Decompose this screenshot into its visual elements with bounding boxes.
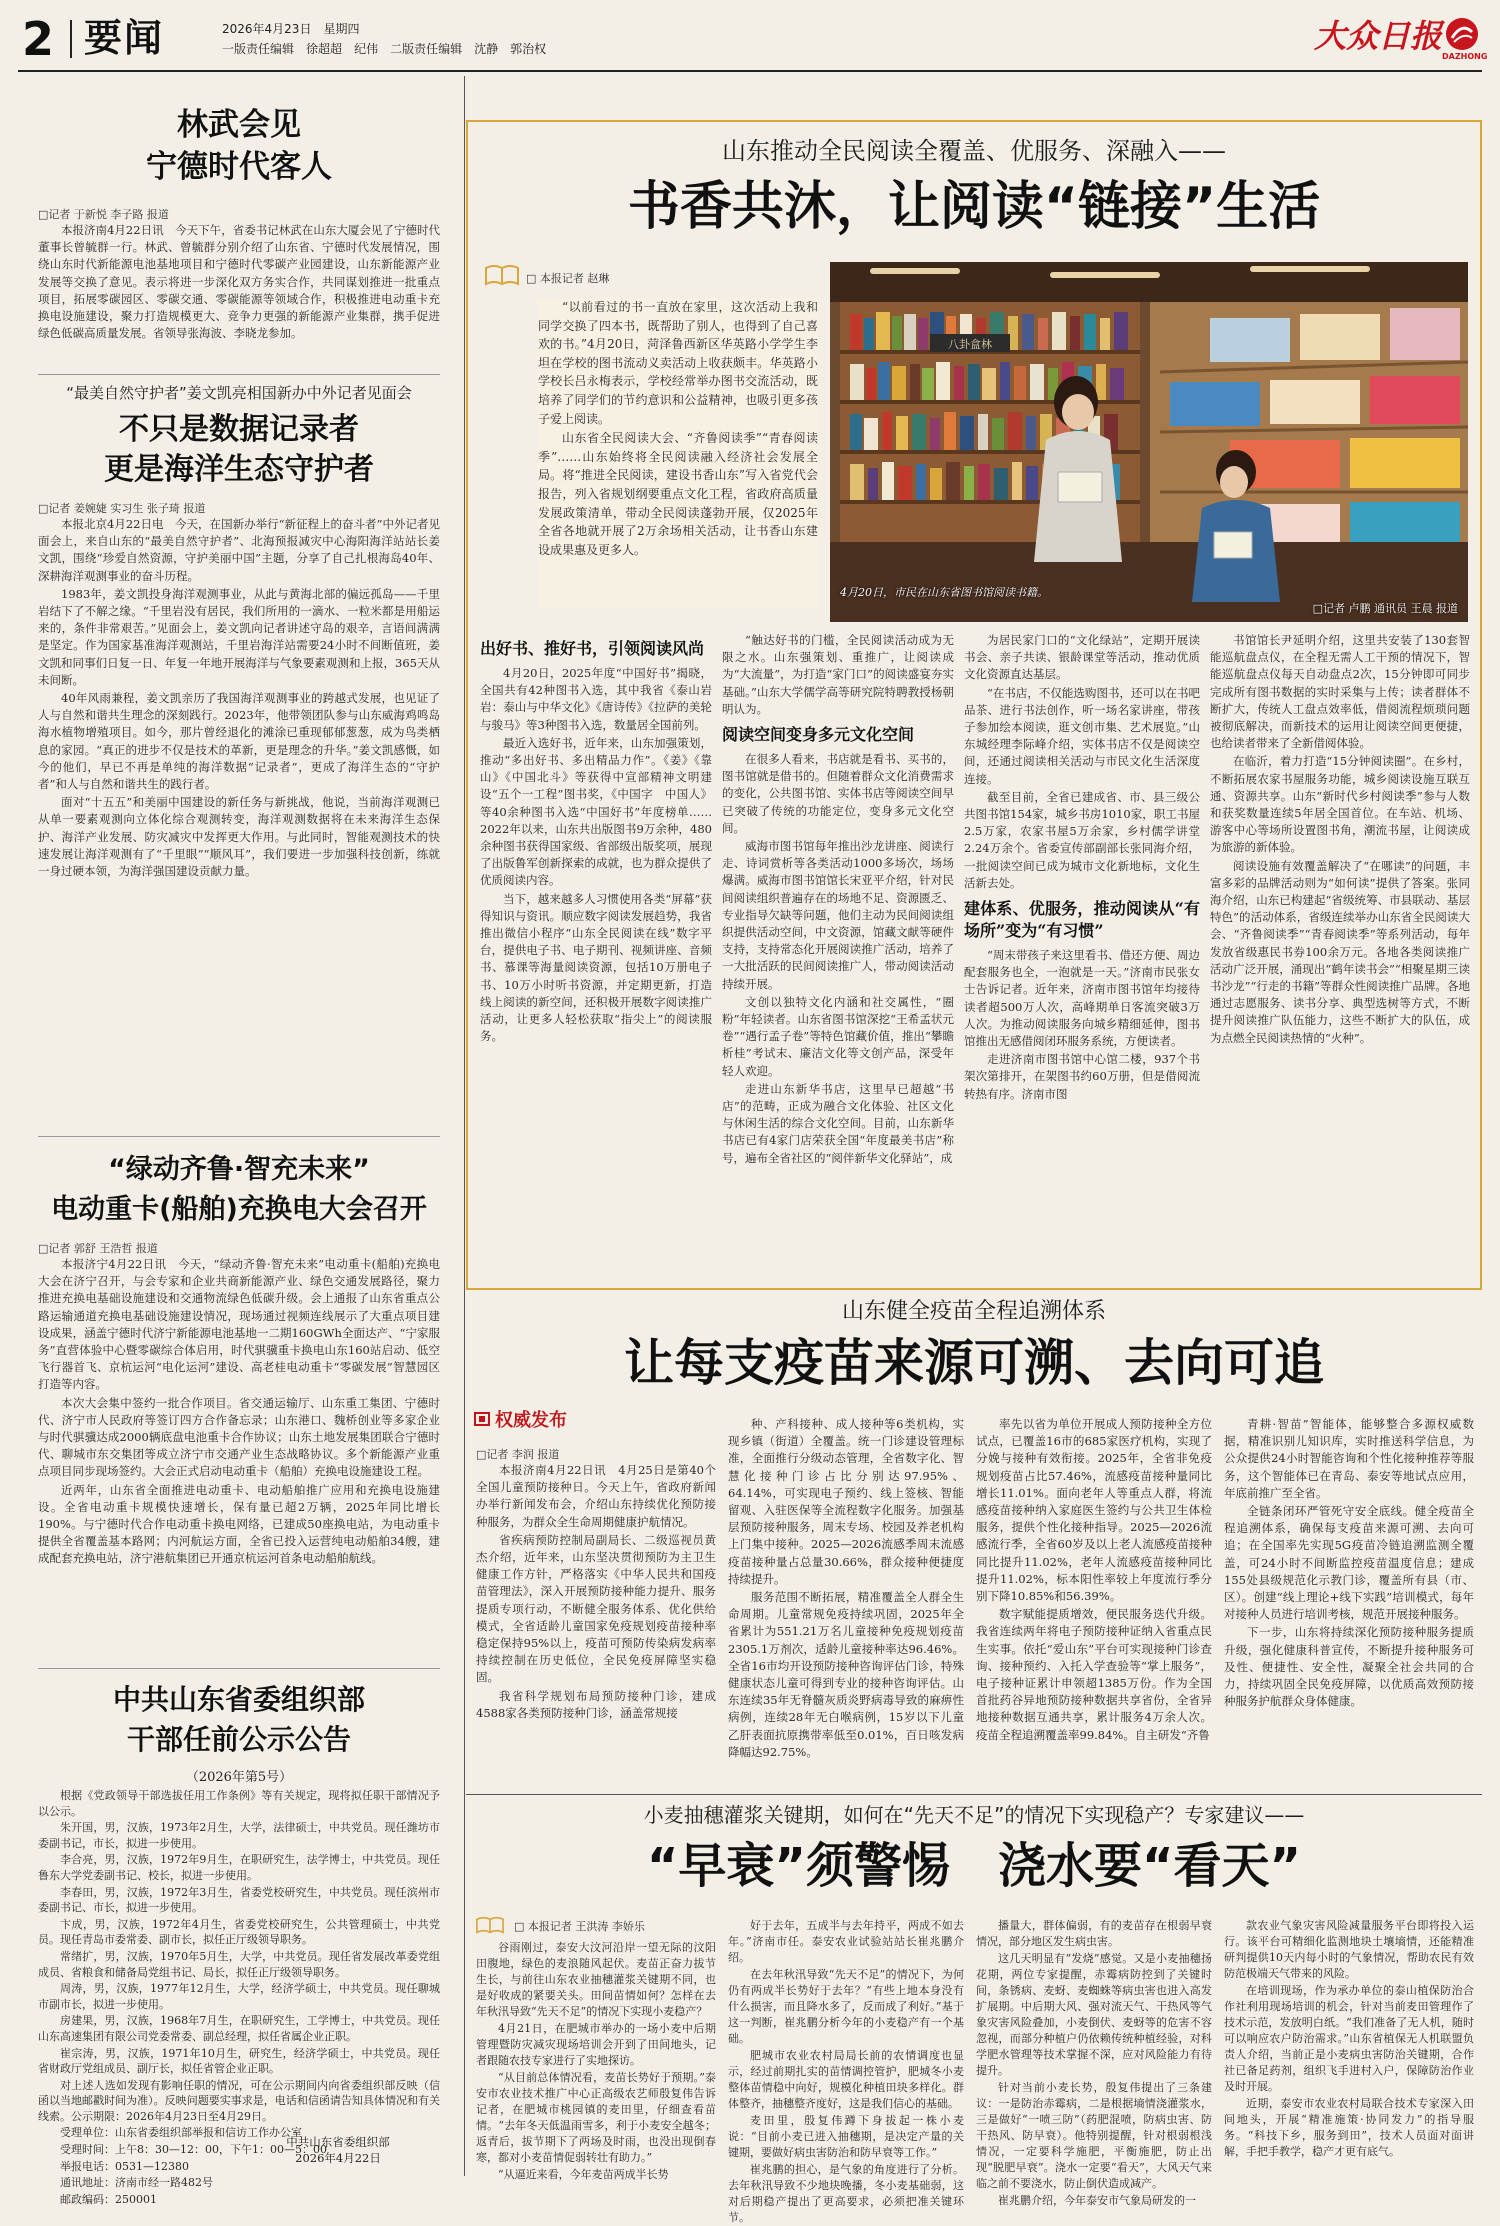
story4-signature: 中共山东省委组织部 2026年4月22日: [286, 2135, 390, 2165]
masthead-divider: [70, 20, 72, 58]
divider: [38, 1136, 440, 1137]
authoritative-release-tag: 权威发布: [474, 1408, 567, 1430]
logo-text: 大众日报: [1314, 17, 1443, 55]
article3-col1: 谷雨刚过，泰安大汶河沿岸一望无际的汶阳田腹地，绿色的麦浪随风起伏。麦苗正奋力拔节生长，与前往山东农业抽穗灌浆关键期不同，也是好收成的紧要关头。田间苗情如何？怎样在去年秋汛导致“先天不足”的情况下实现小麦稳产？ 4月21日，在肥城市举办的一场小麦中后期管理暨防灾减灾现场培训会开到了田间地头，记者跟随农技专家进行了实地探访。 “从目前总体情况看，麦苗长势好于预期。”泰安市农业技术推广中心正高级农艺师殷复伟告诉记者，在肥城市桃园镇的麦田里，仔细查看苗情。“去年冬天低温雨雪多，利于小麦安全越冬；返青后，拔节期下了两场及时雨，也没出现倒春寒，都对小麦苗情促弱转壮有助力。” “从逼近来看，今年麦苗两成半长势: [476, 1941, 716, 2181]
article-divider: [466, 1794, 1482, 1795]
section-name: 要闻: [84, 16, 165, 60]
story2-byline: □记者 姜婉婕 实习生 张子琦 报道: [38, 502, 206, 515]
article2-col4: 青耕·智苗”智能体，能够整合多源权威数据，精准识别儿知识库，实时推送科学信息，为公众提供24小时智能咨询和个性化接种推荐等服务，这个智能体已在青岛、泰安等地试点应用，年底前推广至全省。 全链条闭环严管死守安全底线。健全疫苗全程追溯体系，确保每支疫苗来源可溯、去向可追；在全国率先实现5G疫苗冷链追溯监测全覆盖，可24小时不间断监控疫苗温度信息；建成155处县级规范化示教门诊，覆盖所有县（市、区）。创建“线上理论+线下实践”培训模式，每年对接种人员进行培训考核，规范开展接种服务。 下一步，山东将持续深化预防接种服务提质升级，强化健康科普宣传，不断提升接种服务可及性、便捷性、安全性，凝聚全社会共同的合力，持续巩固全民免疫屏障，以优质高效预防接种服务护航群众身体健康。: [1224, 1417, 1474, 1709]
article1-col1: 出好书、推好书，引领阅读风尚 4月20日，2025年度“中国好书”揭晓，全国共有42种图书入选，其中我省《泰山岩岩：泰山与中华文化》《唐诗传》《拉萨的美轮与骏马》等3种图书入选，数量居全国前列。 最近入选好书，近年来，山东加强策划，推动“多出好书、多出精品力作”。《姜》《靠山》《中国北斗》等获得中宣部精神文明建设“五个一工程”图书奖，《中国字 中国人》等40余种图书入选“中国好书”年度榜单……2022年以来，山东共出版图书9万余种，480余种图书获得国家级、省部级出版奖项，展现了出版鲁军创新探索的成就，也为群众提供了优质阅读内容。 当下，越来越多人习惯使用各类“屏幕”获得知识与资讯。顺应数字阅读发展趋势，我省推出微信小程序“山东全民阅读在线”数字平台，提供电子书、电子期刊、视频讲座、音频书、慕课等海量阅读资源，包括10万册电子书、10万小时听书资源，并定期更新，打造线上阅读的新空间，还积极开展数字阅读推广活动，让更多人轻松获取“指尖上”的阅读服务。: [480, 639, 712, 1044]
library-photo: [830, 262, 1468, 622]
page-number: 2: [22, 12, 55, 66]
article3-byline: □ 本报记者 王洪涛 李娇乐: [514, 1920, 645, 1933]
story3-byline: □记者 郭舒 王浩哲 报道: [38, 1242, 158, 1255]
article2-kicker: 山东健全疫苗全程追溯体系: [841, 1299, 1106, 1324]
masthead-rule: [18, 70, 1482, 72]
story1-body: 本报济南4月22日讯 今天下午，省委书记林武在山东大厦会见了宁德时代董事长曾毓群一行。林武、曾毓群分别介绍了山东省、宁德时代发展情况，围绕山东时代新能源电池基地项目和宁德时代零碳产业园建设，山东新能源产业发展等交换了意见。表示将进一步深化双方务实合作，共同谋划推进一批重点项目，拓展零碳园区、零碳交通、零碳能源等领域合作，积极推进电动重卡充换电设施建设，聚力打造规模更大、竞争力更强的新能源产业集群，携手促进绿色低碳高质量发展。省领导张海波、李晓龙参加。: [38, 223, 440, 341]
article3-col2: 好于去年，五成半与去年持平，两成不如去年。”济南市任。泰安农业试验站站长崔兆鹏介绍。 在去年秋汛导致“先天不足”的情况下，为何仍有两成半长势好于去年？“有些上地本身没有什么损害，而且降水多了，反而成了利好。”基于这一判断，崔兆鹏分析今年的小麦稳产有一个基础。 肥城市农业农村局局长前的农情调度也显示，经过前期扎实的苗情调控管护，肥城冬小麦整体苗情稳中向好，规模化种植田块多样化。群体整齐，抽穗整齐度好，这是我们信心的基础。 麦田里，殷复伟蹲下身拔起一株小麦说：“目前小麦已进入抽穗期，是决定产量的关键期，要做好病虫害防治和防早衰等工作。” 崔兆鹏的担心，是气象的角度进行了分析。去年秋汛导致不少地块晚播，冬小麦基础弱，这对后期稳产提出了更高要求，必须把准关键环节。: [728, 1919, 964, 2224]
library-scene: [830, 262, 1468, 622]
story4-subtitle: （2026年第5号）: [185, 1770, 293, 1785]
article1-col2: “触达好书的门槛，全民阅读活动成为无限之水。山东强策划、重推广，让阅读成为“大流量”，为打造“家门口”的阅读盛宴夯实基础。”山东大学儒学高等研究院特聘教授杨朝明认为。 阅读空间变身多元文化空间 在很多人看来，书店就是看书、买书的，图书馆就是借书的。但随着群众文化消费需求的变化，公共图书馆、实体书店等阅读空间早已突破了传统的功能定位，变身多元文化空间。 威海市图书馆每年推出沙龙讲座、阅读行走、诗词赏析等各类活动1000多场次，场场爆满。威海市图书馆馆长宋亚平介绍，针对民间阅读组织普遍存在的场地不足、资源匮乏、专业指导欠缺等问题，他们主动为民间阅读组织提供活动空间，中文资源，馆藏文献等硬件支持，支持常态化开展阅读推广活动，培养了一大批活跃的民间阅读推广人，带动阅读活动持续开展。 文创以独特文化内涵和社交属性，“圈粉”年轻读者。山东省图书馆深挖“王希孟状元卷”“遇行孟子卷”等特色馆藏价值，推出“攀瞻析桂”考试末、廉洁文化等文创产品，深受年轻人欢迎。 走进山东新华书店，这里早已超越“书店”的范畴，正成为融合文化体验、社区文化与休闲生活的综合文化空间。目前，山东新华书店已有4家门店荣获全国“年度最美书店”称号，遍布全省社区的“阅伴新华文化驿站”，成: [722, 633, 954, 1165]
book-icon: [484, 264, 520, 290]
logo-emblem-icon: [1446, 18, 1478, 50]
left-column: [18, 76, 460, 2206]
editor-credits: 一版责任编辑 徐超超 纪伟 二版责任编辑 沈静 郭治权: [222, 42, 547, 56]
article1-byline: □ 本报记者 赵琳: [526, 272, 610, 285]
story3-body: 本报济宁4月22日讯 今天，“绿动齐鲁·智充未来”电动重卡(船舶)充换电大会在济宁召开，与会专家和企业共商新能源产业、绿色交通发展路径，聚力推进充换电基础设施建设和交通物流绿色低碳升级。会上通报了山东省重点公路运输通道充换电基础设施建设情况，现场通过视频连线展示了大重点项目建设成果，涵盖宁德时代济宁新能源电池基地一二期160GWh全面达产、“宁家服务”直营体验中心暨零碳综合体启用，时代骐骥重卡换电山东160站启动、低空飞行器首飞、京杭运河“电化运河”建设、高老桂电动重卡“零碳发展”智慧园区打造等内容。 本次大会集中签约一批合作项目。省交通运输厅、山东重工集团、宁德时代、济宁市人民政府等签订四方合作备忘录；山东港口、魏桥创业等多家企业与时代骐骥达成2000辆底盘电池重卡合作协议；山东土地发展集团联合宁德时代、聊城市东交集团等成立济宁市交通产业生态战略协议。多个新能源产业重点项目同步现场签约。大会正式启动电动重卡（船舶）充换电设施建设工程。 近两年，山东省全面推进电动重卡、电动船舶推广应用和充换电设施建设。全省电动重卡规模快速增长，保有量已超2万辆，2025年同比增长190%。与宁德时代合作电动重卡换电网络，已建成50座换电站，为电动重卡提供全省覆盖基本路网；内河航运方面，全省已投入运营纯电动船舶34艘，建成配套充换电站，济宁港航集团已开通京杭运河首条电动船舶航线。: [38, 1257, 440, 1566]
newspaper-logo: [1314, 14, 1488, 64]
logo-subtext: DAZHONG: [1442, 52, 1488, 61]
date: 2026年4月23日: [222, 22, 312, 36]
megaphone-icon: [474, 1412, 490, 1426]
article2-col2: 种、产科接种、成人接种等6类机构，实现乡镇（街道）全覆盖。统一门诊建设管理标准，全面推行分级动态管理，全省数字化、智慧化接种门诊占比分别达97.95%、64.14%，可实现电子预约、线上签核、智能留观、入驻医保等全流程数字化服务。加强基层预防接种服务，周末专场、校园及养老机构上门集中接种。2025—2026流感季周末流感疫苗接种量占总量30.66%，群众接种便捷度持续提升。 服务范围不断拓展，精准覆盖全人群全生命周期。儿童常规免疫持续巩固，2025年全省累计为551.21万名儿童接种免疫规划疫苗2305.1万剂次，适龄儿童接种率达96.46%。全省16市均开设预防接种咨询评估门诊，特殊健康状态儿童可得到专业的接种咨询评估。山东连续35年无脊髓灰质炎野病毒导致的麻痹性病例，连续28年无白喉病例，15岁以下儿童乙肝表面抗原携带率低至0.01%，百日咳发病降幅达92.75%。: [728, 1417, 964, 1759]
article1-col4: 书馆馆长尹延明介绍，这里共安装了130套智能巡航盘点仪，在全程无需人工干预的情况下，智能巡航盘点仪每天自动盘点2次，15分钟即可同步完成所有图书数据的实时采集与上传；读者群体不断扩大，传统人工盘点效率低，借阅流程烦琐问题被彻底解决，而新技术的运用让阅读空间更便捷，也给读者带来了全新借阅体验。 在临沂，着力打造“15分钟阅读圈”。在乡村，不断拓展农家书屋服务功能，城乡阅读设施互联互通、资源共享。山东“新时代乡村阅读季”参与人数和获奖数量连续5年居全国首位。在车站、机场、游客中心等场所设置图书角，潮流书屋，让阅读成为旅游的新体验。 阅读设施有效覆盖解决了“在哪读”的问题，丰富多彩的品牌活动则为“如何读”提供了答案。张同海介绍，山东已构建起“省级统筹、市县联动、基层特色”的活动体系，省级连续举办山东省全民阅读大会、“齐鲁阅读季”“青春阅读季”等系列活动，每年发放省级惠民书券100余万元。各地各类阅读推广活动广泛开展，涌现出“鹤年读书会”“相聚星期三读书沙龙”“行走的书籍”等群众性阅读推广品牌。各地通过志愿服务、读书分享、典型选树等方式，不断提升阅读推广队伍能力，这些不断扩大的队伍，成为点燃全民阅读热情的“火种”。: [1210, 633, 1470, 1045]
story1-title: 林武会见 宁德时代客人: [146, 107, 332, 185]
article1-title: 书香共沐，让阅读“链接”生活: [627, 177, 1321, 237]
masthead: [18, 12, 1488, 68]
divider: [38, 1668, 440, 1669]
photo-caption: 4月20日，市民在山东省图书馆阅读书籍。: [840, 586, 1048, 599]
article3-col4: 款农业气象灾害风险减量服务平台即将投入运行。该平台可精细化监测地块土壤墒情，还能精准研判提供10天内每小时的气象情况，帮助农民有效防范极端天气带来的风险。 在培训现场，作为承办单位的泰山植保防治合作社利用现场培训的机会，针对当前麦田管理作了技术示范，发放明白纸。“我们准备了无人机，随时可以响应农户防治需求。”山东省植保无人机联盟负责人介绍，当前正是小麦病虫害防治关键期，合作社已备足药剂，组织飞手进村入户，保障防治作业及时开展。 近期，泰安市农业农村局联合技术专家深入田间地头，开展“精准施策·协同发力”的指导服务。“科技下乡，服务到田”，技术人员面对面讲解，手把手教学，稳产才更有底气。: [1224, 1919, 1474, 2158]
story4-title: 中共山东省委组织部 干部任前公示公告: [112, 1683, 365, 1756]
article1-lead: “以前看过的书一直放在家里，这次活动上我和同学交换了四本书，既帮助了别人，也得到了自己喜欢的书。”4月20日，菏泽鲁西新区华英路小学学生李坦在学校的图书流动义卖活动上收获颇丰。华英路小学校长吕永梅表示，学校经常举办图书交流活动，既培养了同学们的节约意识和公益精神，也吸引更多孩子爱上阅读。 山东省全民阅读大会、“齐鲁阅读季”“青春阅读季”……山东始终将全民阅读融入经济社会发展全局。将“推进全民阅读，建设书香山东”写入省党代会报告，列入省规划纲要重点文化工程，省政府高质量发展政策清单，带动全民阅读蓬勃开展，仅2025年全省各地就开展了2万余场相关活动，让书香山东建设成果惠及更多人。: [538, 298, 818, 608]
article-wheat: [466, 1800, 1482, 2224]
article1-kicker: 山东推动全民阅读全覆盖、优服务、深融入——: [722, 137, 1226, 165]
story2-kicker: “最美自然守护者”姜文凯亮相国新办中外记者见面会: [66, 384, 412, 402]
story2-body: 本报北京4月22日电 今天，在国新办举行“新征程上的奋斗者”中外记者见面会上，来自山东的“最美自然守护者”、北海预报减灾中心海阳海洋站站长姜文凯，围绕“珍爱自然资源，守护美丽中国”主题，分享了自己扎根海岛40年、深耕海洋观测事业的奋斗历程。 1983年，姜文凯投身海洋观测事业，从此与黄海北部的偏远孤岛——千里岩结下了不解之缘。“千里岩没有居民，我们所用的一滴水、一粒米都是用船运来的，条件非常艰苦。”见面会上，姜文凯向记者讲述守岛的艰辛，言语间满满是坚定。作为国家基准海洋观测站，千里岩海洋站需要24小时不间断值班，姜文凯和同事们日复一日、年复一年地开展海洋与气象要素观测和上报，365天从未间断。 40年风雨兼程，姜文凯亲历了我国海洋观测事业的跨越式发展，也见证了人与自然和谐共生理念的深刻践行。2023年，他带领团队参与山东威海鸡鸣岛海水植物增殖项目。如今，那片曾经退化的滩涂已重现郁郁葱葱，成为鸟类栖息的家园。“真正的进步不仅是技术的革新，更是理念的升华。”姜文凯感慨，如今的他们，早已不再是单纯的海洋数据“记录者”，更成了海洋生态的“守护者”和人与自然和谐共生的践行者。 面对“十五五”和美丽中国建设的新任务与新挑战，他说，当前海洋观测已从单一要素观测向立体化综合观测转变，海洋观测数据将在未来海洋生态保护、海洋产业发展、防灾减灾中发挥更大作用。与此同时，智能观测技术的快速发展让海洋观测有了“千里眼”“顺风耳”，我们要进一步加强科技创新，练就一身过硬本领，为海洋强国建设贡献力量。: [38, 517, 440, 879]
issue-date: [222, 20, 359, 37]
svg-text:八卦盒林: 八卦盒林: [948, 338, 992, 351]
article2-byline: □记者 李润 报道: [476, 1448, 560, 1461]
article2-title: 让每支疫苗来源可溯、去向可追: [624, 1334, 1324, 1392]
book-icon: [474, 1916, 506, 1938]
article2-col3: 率先以省为单位开展成人预防接种全方位试点，已覆盖16市的685家医疗机构，实现了分娩与接种有效衔接。2025年，全省非免疫规划疫苗占比57.46%，流感疫苗接种量同比增长11.01%。面向老年人等重点人群，将流感疫苗接种纳入家庭医生签约与公共卫生体检服务，提供个性化接种指导。2025—2026流感流行季，全省60岁及以上老人流感疫苗接种同比提升11.02%，老年人流感疫苗接种同比提升11.02%，标本阳性率较上年度流行季分别下降10.85%和56.39%。 数字赋能提质增效，便民服务迭代升级。我省连续两年将电子预防接种证纳入省重点民生实事。依托“爱山东”平台可实现接种门诊查询、接种预约、入托入学查验等“掌上服务”，电子接种证累计申领超1385万份。作为全国首批药谷异地预防接种数据共享省份，全省异地接种数据互通共享，累计服务4万余人次。疫苗全程追溯覆盖率99.84%。自主研发“齐鲁: [976, 1417, 1212, 1742]
story4-body: 根据《党政领导干部选拔任用工作条例》等有关规定，现将拟任职干部情况予以公示。 朱开国，男，汉族，1973年2月生，大学，法律硕士，中共党员。现任潍坊市委副书记，市长，拟进一步使用。 李合亮，男，汉族，1972年9月生，在职研究生，法学博士，中共党员。现任鲁东大学党委副书记、校长，拟进一步使用。 李春田，男，汉族，1972年3月生，省委党校研究生，中共党员。现任滨州市委副书记、市长，拟进一步使用。 卞成，男，汉族，1972年4月生，省委党校研究生，公共管理硕士，中共党员。现任青岛市委常委、副市长，拟任正厅级领导职务。 常绪扩，男，汉族，1970年5月生，大学，中共党员。现任省发展改革委党组成员、省粮食和储备局党组书记、局长，拟任正厅级领导职务。 周涛，男，汉族，1977年12月生，大学，经济学硕士，中共党员。现任聊城市副市长，拟进一步使用。 房建果，男，汉族，1968年7月生，在职研究生，工学博士，中共党员。现任山东高速集团有限公司党委常委、副总经理，拟任省属企业正职。 崔宗涛，男，汉族，1971年10月生，研究生，经济学硕士，中共党员。现任省财政厅党组成员、副厅长，拟任省管企业正职。 对上述人选如发现有影响任职的情况，可在公示期间内向省委组织部反映（信函以当地邮戳时间为准）。反映问题要实事求是，电话和信函请告知具体情况和有关线索。公示期限：2026年4月23日至4月29日。 受理单位：山东省委组织部举报和信访工作办公室 受理时间：上午8：30—12：00，下午1：00—5：00 举报电话：0531—12380 通讯地址：济南市经一路482号 邮政编码：250001: [38, 1789, 440, 2206]
article-vaccine: [466, 1296, 1482, 1788]
divider: [38, 374, 440, 375]
article3-col3: 播量大，群体偏弱，有的麦苗存在根弱早衰情况，部分地区发生病虫害。 这几天明显有“发烧”感觉。又是小麦抽穗扬花期，两位专家提醒，赤霉病防控到了关键时间，条锈病、麦蚜、麦蜘蛛等病虫害也进入高发扩展期。中后期大风、强对流天气、干热风等气象灾害风险叠加，小麦倒伏、麦蚜等的危害不容忽视，而部分种植户仍依赖传统种植经验，对科学肥水管理等技术掌握不深，应对风险能力有待提升。 针对当前小麦长势，殷复伟提出了三条建议：一是防治赤霉病，二是根据墒情浇灌浆水，三是做好“一喷三防”（药肥混喷，防病虫害、防干热风、防早衰）。他特别提醒，针对根弱根浅情况，一定要科学施肥，平衡施肥，防止出现“脱肥早衰”。浇水一定要“看天”，大风天气来临之前不要浇水，防止倒伏造成减产。 崔兆鹏介绍，今年泰安市气象局研发的一: [976, 1919, 1212, 2207]
article2-col1: 本报济南4月22日讯 4月25日是第40个全国儿童预防接种日。今天上午，省政府新闻办举行新闻发布会，介绍山东持续优化预防接种服务，为群众全生命周期健康护航情况。 省疾病预防控制局副局长、二级巡视员黄杰介绍，近年来，山东坚决贯彻预防为主卫生健康工作方针，严格落实《中华人民共和国疫苗管理法》，深入开展预防接种能力提升、服务提质专项行动，不断健全服务体系、优化供给模式，全省适龄儿童国家免疫规划疫苗接种率稳定保持95%以上，疫苗可预防传染病发病率持续控制在历史低位，全民免疫屏障坚实稳固。 我省科学规划布局预防接种门诊，建成4588家各类预防接种门诊，涵盖常规接: [476, 1463, 716, 1720]
weekday: 星期四: [323, 22, 360, 36]
article1-col3: 为居民家门口的“文化绿站”，定期开展读书会、亲子共读、银龄课堂等活动，推动优质文化资源直达基层。 “在书店，不仅能选购图书，还可以在书吧品茶、进行书法创作，听一场名家讲座，带孩子参加绘本阅读，逛文创市集、艺术展览。”山东城经理李际峰介绍，实体书店不仅是阅读空间，还通过阅读相关活动与市民文化生活深度连接。 截至目前，全省已建成省、市、县三级公共图书馆154家，城乡书房1010家，职工书屋2.5万家，农家书屋5万余家，乡村儒学讲堂2.24万余个。省委宣传部副部长张同海介绍，一批阅读空间已成为城市文化新地标，文化生活新去处。 建体系、优服务，推动阅读从“有场所”变为“有习惯” “周末带孩子来这里看书、借还方便、周边配套服务也全，一泡就是一天。”济南市民张女士告诉记者。近年来，济南市图书馆年均接待读者超500万人次，高峰期单日客流突破3万人次。为推动阅读服务向城乡精细延伸，图书馆推出无感借阅闭环服务系统，方便读者。 走进济南市图书馆中心馆二楼，937个书架次第排开，在架图书约60万册，但是借阅流转热有序。济南市图: [964, 633, 1200, 1101]
story3-title: “绿动齐鲁·智充未来” 电动重卡(船舶)充换电大会召开: [51, 1154, 427, 1225]
article-reading: [466, 120, 1482, 1290]
article3-title: “早衰”须警惕 浇水要“看天”: [646, 1838, 1302, 1894]
photo-credit: □记者 卢鹏 通讯员 王晨 报道: [1312, 602, 1458, 615]
story1-byline: □记者 于新悦 李子路 报道: [38, 208, 169, 221]
article3-kicker: 小麦抽穗灌浆关键期，如何在“先天不足”的情况下实现稳产？专家建议——: [643, 1803, 1305, 1827]
story2-title: 不只是数据记录者 更是海洋生态守护者: [104, 412, 374, 487]
column-divider: [464, 76, 465, 2176]
